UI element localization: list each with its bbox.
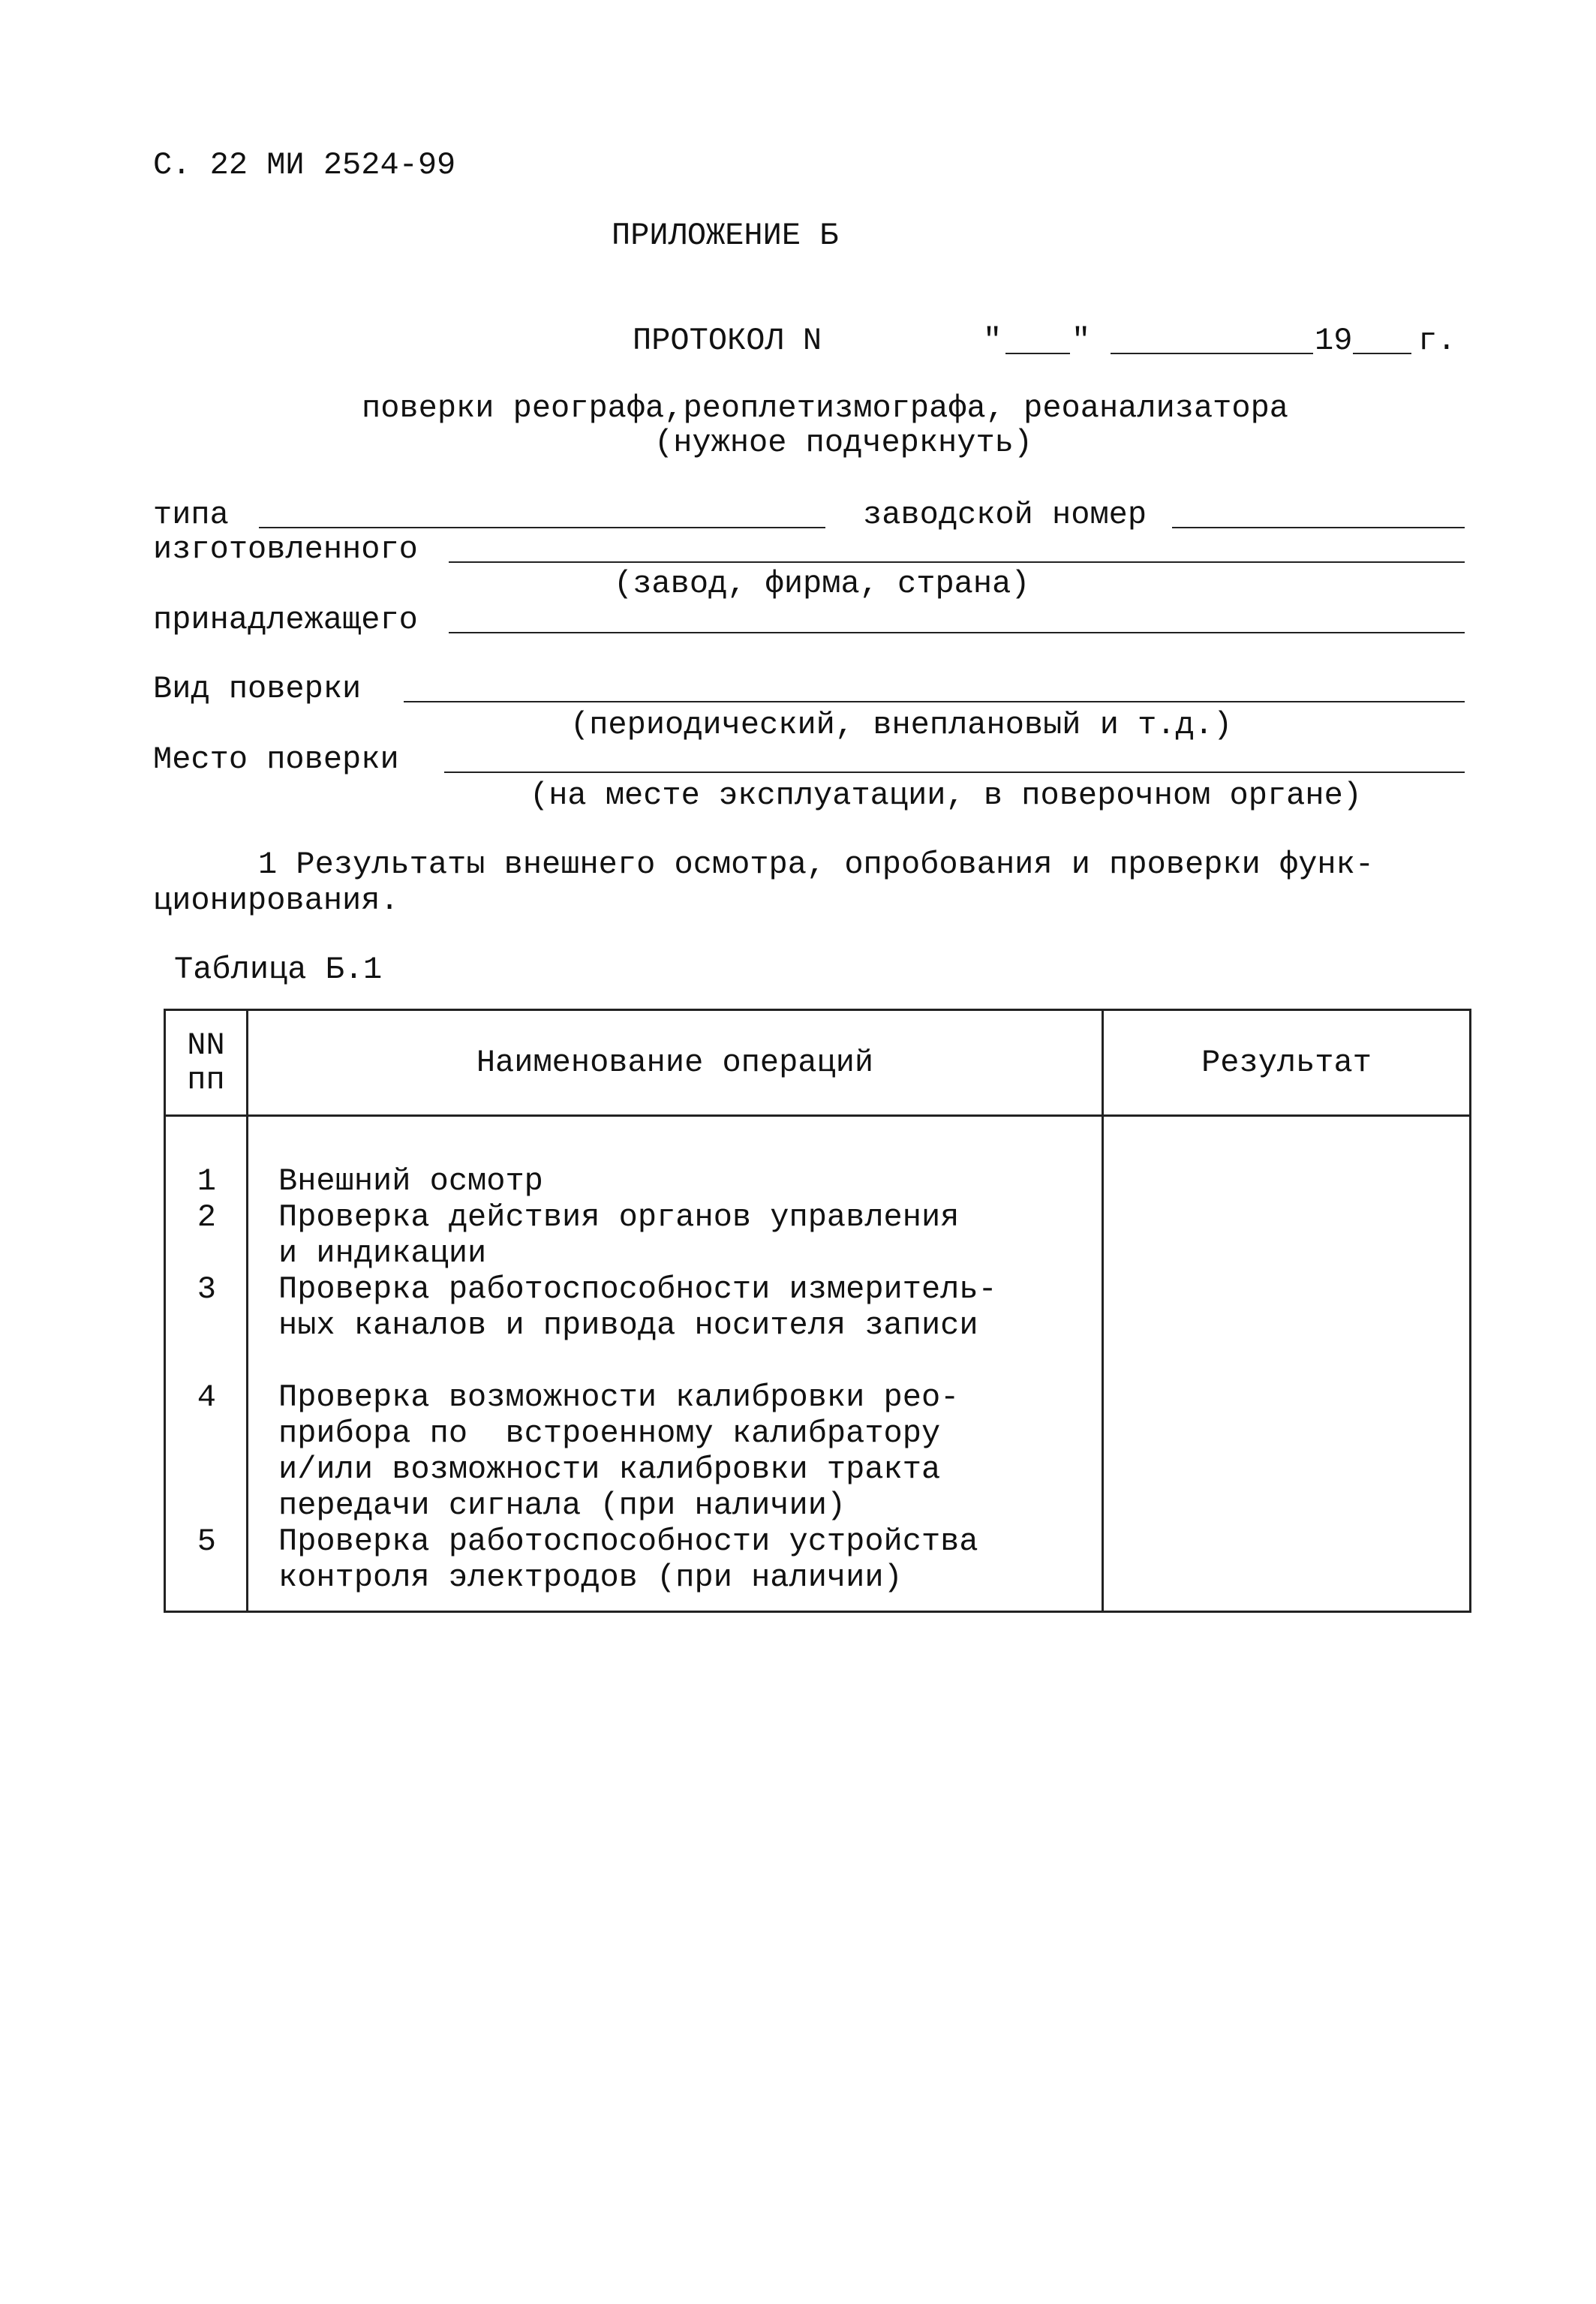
operations-table <box>164 1009 1471 1613</box>
body-name-column <box>248 1116 1103 1612</box>
protocol-year-prefix: 19 <box>1315 323 1353 359</box>
subject-line: поверки реографа,реоплетизмографа, реоанализатора <box>362 390 1289 426</box>
protocol-quote-close: " <box>1072 323 1091 359</box>
body-num-column <box>165 1116 248 1612</box>
manufactured-note: (завод, фирма, страна) <box>614 566 1030 602</box>
place-note: (на месте эксплуатации, в поверочном органе) <box>530 778 1362 814</box>
protocol-label: ПРОТОКОЛ N <box>633 323 822 359</box>
header-num-line1: NN <box>187 1027 225 1063</box>
type-blank <box>259 527 825 528</box>
type-label: типа <box>153 497 229 533</box>
row-5-line-1: Проверка работоспособности устройства <box>278 1523 978 1560</box>
manufactured-label: изготовленного <box>153 531 418 567</box>
row-5-num: 5 <box>197 1523 216 1560</box>
row-4-line-3: и/или возможности калибровки тракта <box>278 1451 941 1487</box>
appendix-title: ПРИЛОЖЕНИЕ Б <box>612 218 839 254</box>
header-result: Результат <box>1103 1010 1471 1116</box>
row-2-line-1: Проверка действия органов управления <box>278 1199 960 1235</box>
row-2-line-2: и индикации <box>278 1235 487 1271</box>
header-num-line2: пп <box>187 1062 225 1098</box>
row-3-num: 3 <box>197 1271 216 1307</box>
protocol-day-blank <box>1005 353 1070 354</box>
page-header: С. 22 МИ 2524-99 <box>153 147 456 183</box>
row-4-line-4: передачи сигнала (при наличии) <box>278 1487 846 1523</box>
row-1-line-1: Внешний осмотр <box>278 1163 543 1199</box>
owner-blank <box>449 632 1465 633</box>
row-3-line-2: ных каналов и привода носителя записи <box>278 1307 978 1343</box>
row-4-line-2: прибора по встроенному калибратору <box>278 1415 941 1451</box>
serial-label: заводской номер <box>863 497 1147 533</box>
row-1-num: 1 <box>197 1163 216 1199</box>
section-1-line2: ционирования. <box>153 883 399 919</box>
section-1-line1: 1 Результаты внешнего осмотра, опробования и проверки функ- <box>258 847 1375 883</box>
row-3-line-1: Проверка работоспособности измеритель- <box>278 1271 997 1307</box>
protocol-month-blank <box>1111 353 1313 354</box>
kind-note: (периодический, внеплановый и т.д.) <box>570 707 1233 743</box>
kind-label: Вид поверки <box>153 671 362 707</box>
row-2-num: 2 <box>197 1199 216 1235</box>
place-label: Место поверки <box>153 741 399 778</box>
row-4-num: 4 <box>197 1379 216 1415</box>
kind-blank <box>404 701 1465 702</box>
manufactured-blank <box>449 561 1465 563</box>
protocol-quote-open: " <box>983 323 1002 359</box>
protocol-year-suffix: г. <box>1418 323 1456 359</box>
table-body-row <box>165 1116 1471 1612</box>
serial-blank <box>1172 527 1465 528</box>
header-num <box>165 1010 248 1116</box>
body-result-column <box>1103 1116 1471 1612</box>
row-4-line-1: Проверка возможности калибровки рео- <box>278 1379 960 1415</box>
table-header-row <box>165 1010 1471 1116</box>
subject-note: (нужное подчеркнуть) <box>654 425 1033 461</box>
row-5-line-2: контроля электродов (при наличии) <box>278 1560 903 1596</box>
table-caption: Таблица Б.1 <box>174 952 383 988</box>
owner-label: принадлежащего <box>153 602 418 638</box>
protocol-year-blank <box>1353 353 1411 354</box>
place-blank <box>444 772 1465 773</box>
header-name: Наименование операций <box>248 1010 1103 1116</box>
